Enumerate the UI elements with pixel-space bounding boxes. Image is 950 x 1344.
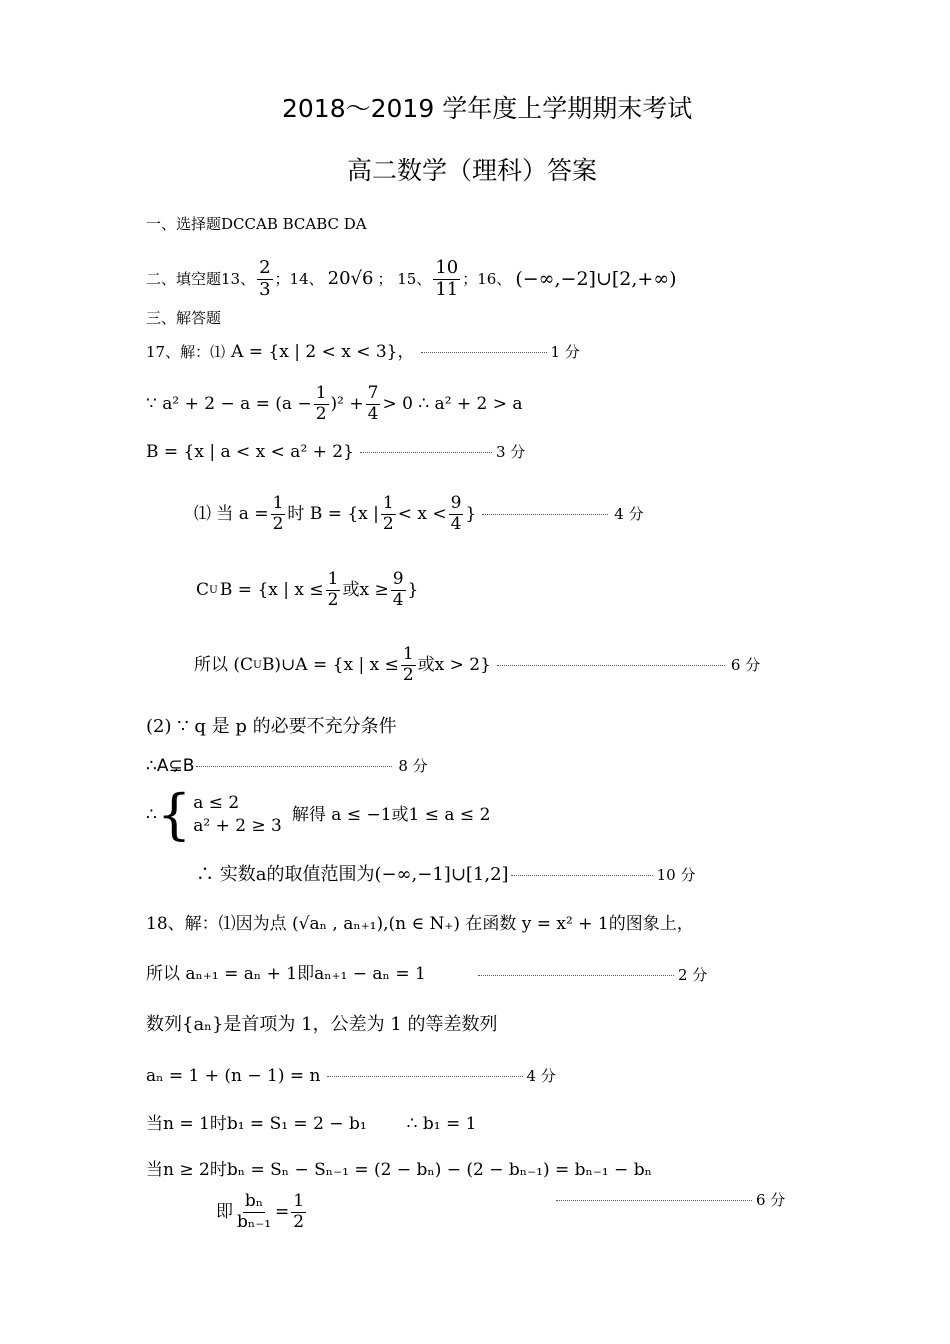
score-mark: 8 分	[398, 757, 428, 775]
dotted-leader	[327, 1076, 523, 1077]
complement-c: C	[196, 579, 210, 600]
dotted-leader	[196, 766, 392, 767]
dotted-leader	[478, 975, 674, 976]
q18-line6	[216, 1192, 308, 1232]
seven-quarters-fraction	[366, 384, 381, 424]
union-prefix: 所以 (C	[194, 654, 254, 675]
system-row: a ≤ 2	[193, 793, 240, 813]
dotted-leader	[556, 1200, 752, 1201]
score-mark: 6 分	[730, 655, 761, 674]
q18-line4	[146, 1116, 476, 1133]
q17-line1	[146, 344, 580, 361]
fraction-numerator: 10	[435, 257, 459, 278]
q17-union	[194, 645, 760, 685]
half-fraction	[326, 570, 341, 610]
q17-part1-label: ⑴ 当 a =	[194, 503, 269, 524]
dotted-leader	[421, 352, 547, 353]
q18-line3-row	[146, 1068, 556, 1085]
q17-complement	[196, 570, 418, 610]
dotted-leader	[511, 875, 653, 876]
system-row: a² + 2 ≥ 3	[193, 816, 282, 836]
half-fraction	[401, 645, 416, 685]
left-brace-icon: {	[156, 783, 192, 846]
score-mark: 3 分	[495, 443, 526, 461]
fraction-numerator: 9	[392, 569, 404, 589]
inequality-system	[156, 783, 282, 846]
q17-inequality-a: ∵ a² + 2 − a = (a −	[146, 393, 312, 414]
dotted-leader	[497, 665, 725, 666]
fraction-denominator: 2	[402, 664, 414, 685]
q18-line3: aₙ = 1 + (n − 1) = n	[146, 1066, 321, 1086]
fraction-numerator: 2	[259, 257, 271, 278]
q18-line6-prefix: 即	[216, 1201, 233, 1222]
q17-inequality-b: )² +	[330, 393, 364, 414]
union-end: 或x > 2}	[417, 654, 491, 675]
q17-range-line	[196, 866, 695, 884]
nine-quarters-fraction	[391, 570, 406, 610]
q17-line2	[146, 384, 523, 424]
dotted-leader	[360, 452, 492, 453]
half-fraction	[271, 494, 286, 534]
fraction-denominator: 2	[293, 1211, 305, 1232]
fill-15-fraction	[433, 258, 460, 300]
fill-14-label: ；14、	[274, 269, 324, 288]
q18-line1: 所以 aₙ₊₁ = aₙ + 1即aₙ₊₁ − aₙ = 1	[146, 964, 426, 984]
fraction-denominator: 2	[315, 403, 327, 424]
q18-line5: 当n ≥ 2时bₙ = Sₙ − Sₙ₋₁ = (2 − bₙ) − (2 − bₙ₋₁) = bₙ₋₁ − bₙ	[146, 1160, 652, 1180]
ratio-fraction	[235, 1192, 273, 1232]
q18-score2-row	[478, 968, 707, 983]
fraction-numerator: 1	[272, 493, 284, 513]
fraction-denominator: 2	[382, 513, 394, 534]
fill-16-value: (−∞,−2]∪[2,+∞)	[515, 267, 677, 290]
q17-set-b: B = {x | a < x < a² + 2}	[146, 442, 354, 462]
fill-15-label: ； 15、	[377, 269, 432, 288]
fraction-numerator: 7	[367, 383, 379, 403]
fraction-denominator: 2	[327, 589, 339, 610]
complement-body: B = {x | x ≤	[219, 579, 324, 600]
fill-16-label: ；16、	[462, 269, 512, 288]
fraction-numerator: 9	[450, 493, 462, 513]
q17-part1-end: }	[465, 503, 477, 524]
fraction-denominator: 4	[367, 403, 379, 424]
q18-line2: 数列{aₙ}是首项为 1，公差为 1 的等差数列	[146, 1014, 498, 1035]
fraction-numerator: 1	[382, 493, 394, 513]
q17-subset-line	[146, 758, 428, 775]
fraction-denominator: 4	[392, 589, 404, 610]
system-solution: 解得 a ≤ −1或1 ≤ a ≤ 2	[291, 804, 491, 825]
equals-sign: =	[275, 1201, 290, 1222]
fraction-numerator: 1	[293, 1191, 305, 1211]
complement-end: }	[407, 579, 419, 600]
complement-subscript: U	[209, 583, 218, 596]
q17-head: 17、解：⑴	[146, 343, 226, 361]
q17-part1-mid2: < x <	[397, 503, 447, 524]
score-mark: 1 分	[550, 343, 580, 361]
fraction-denominator: 3	[259, 278, 271, 300]
q17-set-a: A = {x | 2 < x < 3}，	[231, 342, 415, 362]
system-rows	[193, 795, 282, 835]
fill-13-fraction	[257, 258, 272, 300]
union-subscript: U	[253, 658, 262, 671]
half-fraction	[291, 1192, 306, 1232]
q18-head: 18、解：⑴因为点 (√aₙ , aₙ₊₁),(n ∈ N₊) 在函数 y = x² + 1的图象上，	[146, 914, 694, 934]
fraction-denominator: 2	[272, 513, 284, 534]
q17-system	[146, 783, 491, 846]
fraction-denominator: 4	[450, 513, 462, 534]
q17-part2: (2) ∵ q 是 p 的必要不充分条件	[146, 716, 397, 737]
fraction-numerator: 1	[327, 569, 339, 589]
fill-label: 二、填空题13、	[146, 269, 256, 288]
fraction-denominator: bₙ₋₁	[237, 1211, 272, 1232]
q17-range: ∴ 实数a的取值范围为(−∞,−1]∪[1,2]	[196, 864, 509, 885]
fraction-denominator: 11	[435, 278, 459, 300]
fraction-numerator: bₙ	[244, 1191, 264, 1211]
dotted-leader	[482, 514, 608, 515]
half-fraction	[314, 384, 329, 424]
q18-score6-row	[556, 1193, 785, 1208]
nine-quarters-fraction	[449, 494, 464, 534]
score-mark: 4 分	[614, 504, 644, 523]
page-subtitle: 高二数学（理科）答案	[347, 156, 598, 185]
q18-line4-b: ∴ b₁ = 1	[406, 1114, 477, 1134]
complement-or: 或x ≥	[342, 579, 389, 600]
q17-part1	[194, 494, 644, 534]
fraction-numerator: 1	[315, 383, 327, 403]
half-fraction	[381, 494, 396, 534]
score-mark: 10 分	[656, 865, 696, 884]
q17-line3	[146, 444, 525, 461]
q17-subset: ∴A⊊B	[146, 756, 195, 776]
q17-inequality-c: > 0 ∴ a² + 2 > a	[382, 393, 523, 414]
score-mark: 4 分	[526, 1067, 556, 1085]
fraction-numerator: 1	[402, 644, 414, 664]
therefore-symbol: ∴	[146, 804, 157, 825]
solve-heading: 三、解答题	[146, 309, 222, 327]
q18-line4-a: 当n = 1时b₁ = S₁ = 2 − b₁	[146, 1114, 367, 1134]
score-mark: 2 分	[678, 966, 708, 984]
page-title: 2018～2019 学年度上学期期末考试	[282, 94, 693, 123]
choice-answers: 一、选择题DCCAB BCABC DA	[146, 215, 367, 233]
score-mark: 6 分	[756, 1191, 786, 1209]
q17-part1-mid: 时 B = {x |	[287, 503, 379, 524]
fill-14-value: 20√6	[327, 268, 374, 290]
fill-answers	[146, 258, 677, 300]
union-body: B)∪A = {x | x ≤	[261, 654, 399, 675]
